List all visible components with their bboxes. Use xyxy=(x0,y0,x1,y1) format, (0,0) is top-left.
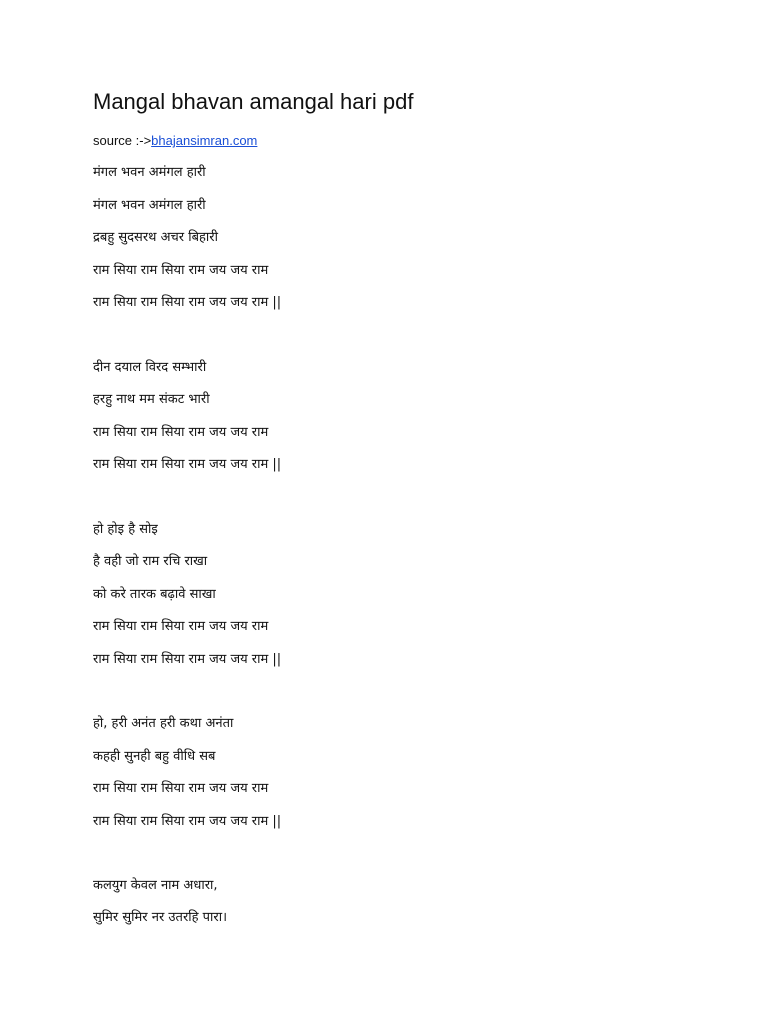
lyric-line: हो होइ है सोइ xyxy=(93,522,158,537)
lyric-line: हो, हरी अनंत हरी कथा अनंता xyxy=(93,716,234,731)
lyric-line: राम सिया राम सिया राम जय जय राम xyxy=(93,263,269,278)
lyric-line: द्रबहु सुदसरथ अचर बिहारी xyxy=(93,230,218,245)
lyric-line: राम सिया राम सिया राम जय जय राम || xyxy=(93,814,282,829)
lyric-line: कलयुग केवल नाम अधारा, xyxy=(93,878,218,893)
lyric-line: हरहु नाथ मम संकट भारी xyxy=(93,392,210,407)
page-title: Mangal bhavan amangal hari pdf xyxy=(93,89,414,114)
lyric-line: कहही सुनही बहु वीधि सब xyxy=(93,749,216,764)
lyric-line: राम सिया राम सिया राम जय जय राम || xyxy=(93,457,282,472)
lyric-line: मंगल भवन अमंगल हारी xyxy=(93,198,206,213)
source-link[interactable]: bhajansimran.com xyxy=(151,133,258,148)
lyric-line: दीन दयाल विरद सम्भारी xyxy=(93,360,207,375)
lyric-line: है वही जो राम रचि राखा xyxy=(93,554,208,569)
lyric-line: सुमिर सुमिर नर उतरहि पारा। xyxy=(93,910,228,925)
source-prefix: source :-> xyxy=(93,133,152,148)
lyric-line: राम सिया राम सिया राम जय जय राम xyxy=(93,425,269,440)
lyric-line: मंगल भवन अमंगल हारी xyxy=(93,165,206,180)
lyric-line: राम सिया राम सिया राम जय जय राम || xyxy=(93,295,282,310)
source-line xyxy=(93,131,257,151)
lyric-line: राम सिया राम सिया राम जय जय राम xyxy=(93,619,269,634)
lyric-line: राम सिया राम सिया राम जय जय राम xyxy=(93,781,269,796)
lyric-line: को करे तारक बढ़ावे साखा xyxy=(93,587,216,602)
lyric-line: राम सिया राम सिया राम जय जय राम || xyxy=(93,652,282,667)
